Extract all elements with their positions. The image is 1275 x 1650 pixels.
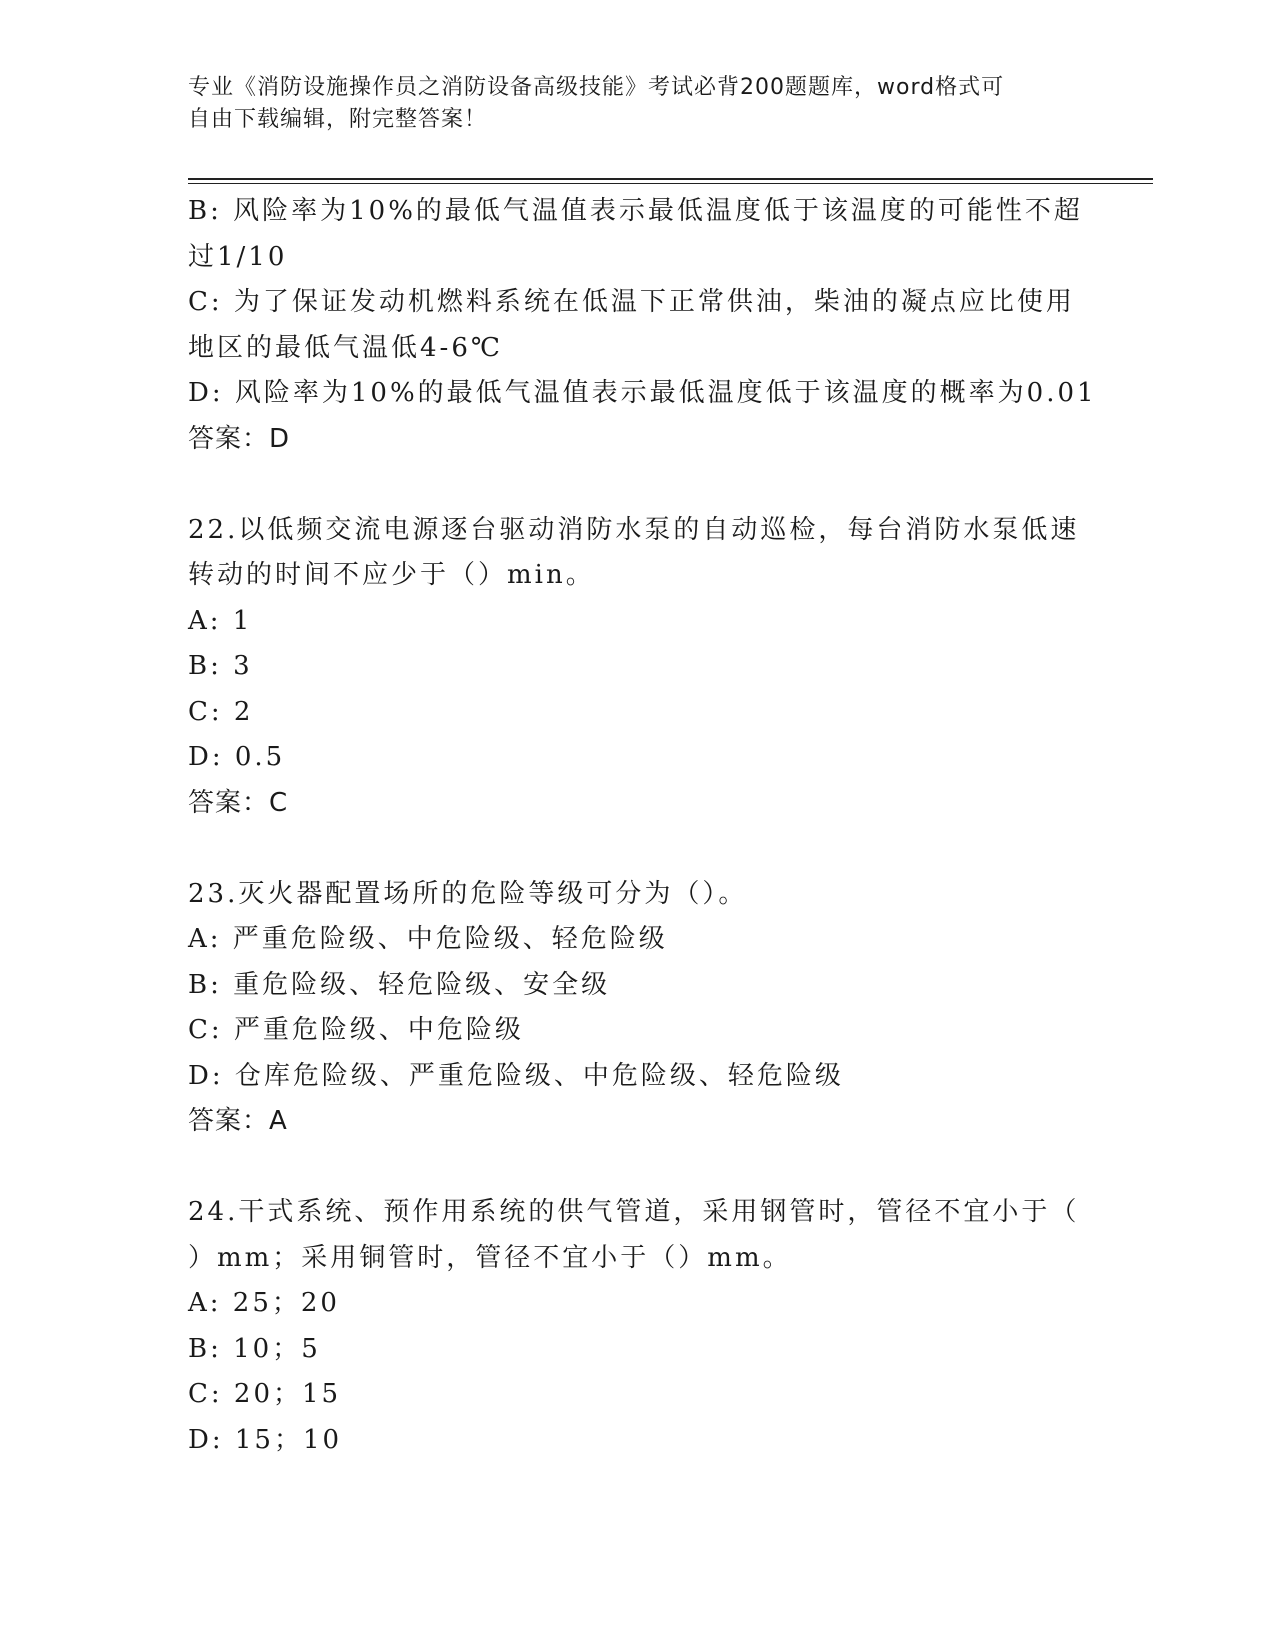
question-content (188, 189, 1097, 1463)
answer-line: 答案：A (188, 1106, 288, 1136)
option-c: C: 2 (188, 696, 254, 727)
header-divider-thick (188, 178, 1153, 180)
header-title-line-2: 自由下载编辑，附完整答案！ (188, 107, 488, 132)
answer-line: 答案：C (188, 787, 289, 818)
header-divider-thin (188, 183, 1153, 184)
question-spacer (188, 826, 1088, 872)
question-stem: 22.以低频交流电源逐台驱动消防水泵的自动巡检，每台消防水泵低速 (188, 514, 1080, 545)
answer-line: 答案：D (188, 423, 291, 454)
option-d: D: 仓库危险级、严重危险级、中危险级、轻危险级 (188, 1060, 844, 1091)
question-spacer (188, 462, 1088, 508)
option-c: C: 严重危险级、中危险级 (188, 1015, 524, 1045)
option-b-continued: 过1/10 (188, 241, 288, 272)
option-c: C: 20；15 (188, 1379, 342, 1409)
question-stem-continued: 转动的时间不应少于（）min。 (188, 560, 595, 590)
question-22 (188, 508, 1088, 827)
question-24 (188, 1190, 1088, 1463)
option-a: A: 1 (188, 605, 253, 636)
question-stem-continued: ）mm；采用铜管时，管径不宜小于（）mm。 (188, 1242, 792, 1273)
question-stem: 23.灭火器配置场所的危险等级可分为（）。 (188, 878, 748, 909)
document-header (188, 72, 1068, 136)
option-c-continued: 地区的最低气温低4-6℃ (188, 332, 503, 363)
option-b: B: 3 (188, 651, 253, 681)
option-a: A: 25；20 (188, 1288, 340, 1318)
header-title-line-1: 专业《消防设施操作员之消防设备高级技能》考试必背200题题库，word格式可 (188, 75, 1005, 100)
option-b: B: 风险率为10%的最低气温值表示最低温度低于该温度的可能性不超 (188, 196, 1083, 226)
question-23 (188, 872, 1088, 1145)
option-c: C: 为了保证发动机燃料系统在低温下正常供油，柴油的凝点应比使用 (188, 287, 1075, 317)
option-d: D: 15；10 (188, 1424, 343, 1455)
option-b: B: 10；5 (188, 1333, 321, 1364)
option-d: D: 0.5 (188, 742, 286, 772)
question-stem: 24.干式系统、预作用系统的供气管道，采用钢管时，管径不宜小于（ (188, 1197, 1080, 1227)
option-d: D: 风险率为10%的最低气温值表示最低温度低于该温度的概率为0.01 (188, 378, 1097, 408)
option-b: B: 重危险级、轻危险级、安全级 (188, 969, 611, 1000)
question-spacer (188, 1145, 1088, 1191)
question-21-continuation (188, 189, 1097, 462)
option-a: A: 严重危险级、中危险级、轻危险级 (188, 924, 668, 954)
